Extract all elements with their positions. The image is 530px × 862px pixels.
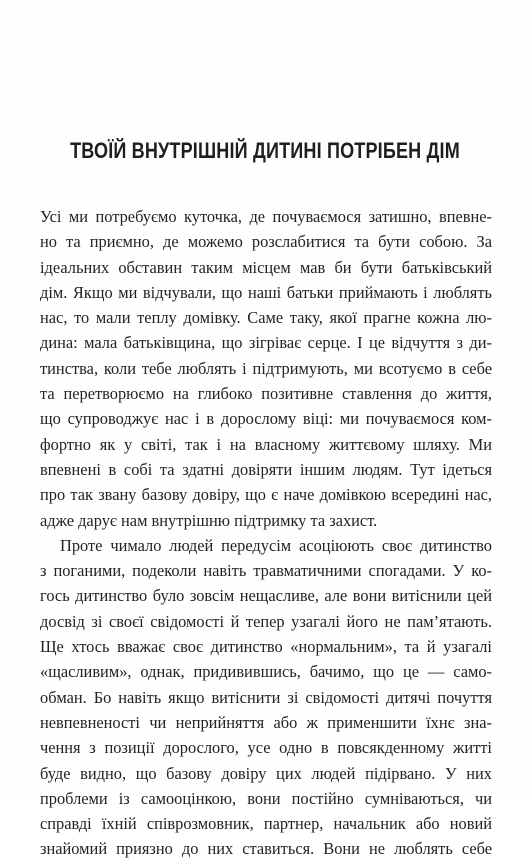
text-line: обман. Бо навіть якщо витіснити зі свідомості дитячі почуття xyxy=(40,687,492,707)
text-line: нас, то мали теплу домівку. Саме таку, якої прагне кожна лю- xyxy=(40,308,492,328)
text-line: «щасливим», однак, придивившись, бачимо, що це — само- xyxy=(40,662,492,682)
text-line: чення з позиції дорослого, усе одно в повсякденному житті xyxy=(40,738,492,758)
text-line: но та приємно, де можемо розслабитися та бути собою. За xyxy=(40,232,492,252)
text-line: ідеальних обставин таким місцем мав би бути батьківський xyxy=(40,257,492,277)
text-line: про так звану базову довіру, що є наче домівкою всередині нас, xyxy=(40,485,492,505)
text-line: фортно як у світі, так і на власному життєвому шляху. Ми xyxy=(40,434,492,454)
text-line: досвід зі своєї свідомості й тепер узагалі його не пам’ятають. xyxy=(40,611,492,631)
text-line: справді їхній співрозмовник, партнер, начальник або новий xyxy=(40,814,492,834)
text-line: дина: мала батьківщина, що зігріває серце. І це відчуття з ди- xyxy=(40,333,492,353)
text-line: адже дарує нам внутрішню підтримку та захист. xyxy=(40,510,378,530)
paragraph-2 xyxy=(40,533,492,862)
paragraph-1 xyxy=(40,204,492,533)
text-line: Усі ми потребуємо куточка, де почуваємося затишно, впевне- xyxy=(40,207,492,226)
text-line: невпевненості чи неприйняття або ж применшити їхнє зна- xyxy=(40,712,492,732)
text-line: Проте чимало людей передусім асоціюють своє дитинство xyxy=(60,535,492,555)
text-line: дім. Якщо ми відчували, що наші батьки приймають і люблять xyxy=(40,282,492,302)
text-line: Ще хтось вважає своє дитинство «нормальним», та й узагалі xyxy=(40,637,492,657)
body-text xyxy=(40,204,492,862)
text-line: з поганими, подеколи навіть травматичними спогадами. У ко- xyxy=(40,561,492,581)
chapter-title: ТВОЇЙ ВНУТРІШНІЙ ДИТИНІ ПОТРІБЕН ДІМ xyxy=(70,138,460,163)
text-line: що супроводжує нас і в дорослому віці: ми почуваємося ком- xyxy=(40,409,492,429)
text-line: проблеми із самооцінкою, вони постійно сумніваються, чи xyxy=(40,788,492,808)
text-line: тинства, коли тебе люблять і підтримують, ми всотуємо в себе xyxy=(40,358,492,378)
text-line: впевнені в собі та здатні довіряти іншим людям. Тут ідеться xyxy=(40,459,492,479)
text-line: гось дитинство було зовсім нещасливе, але вони витіснили цей xyxy=(40,586,492,606)
text-line: та перетворюємо на глибоко позитивне ставлення до життя, xyxy=(40,384,492,404)
text-line: буде видно, що базову довіру цих людей підірвано. У них xyxy=(40,763,492,783)
text-line: знайомий приязно до них ставиться. Вони не люблять себе xyxy=(40,839,492,859)
